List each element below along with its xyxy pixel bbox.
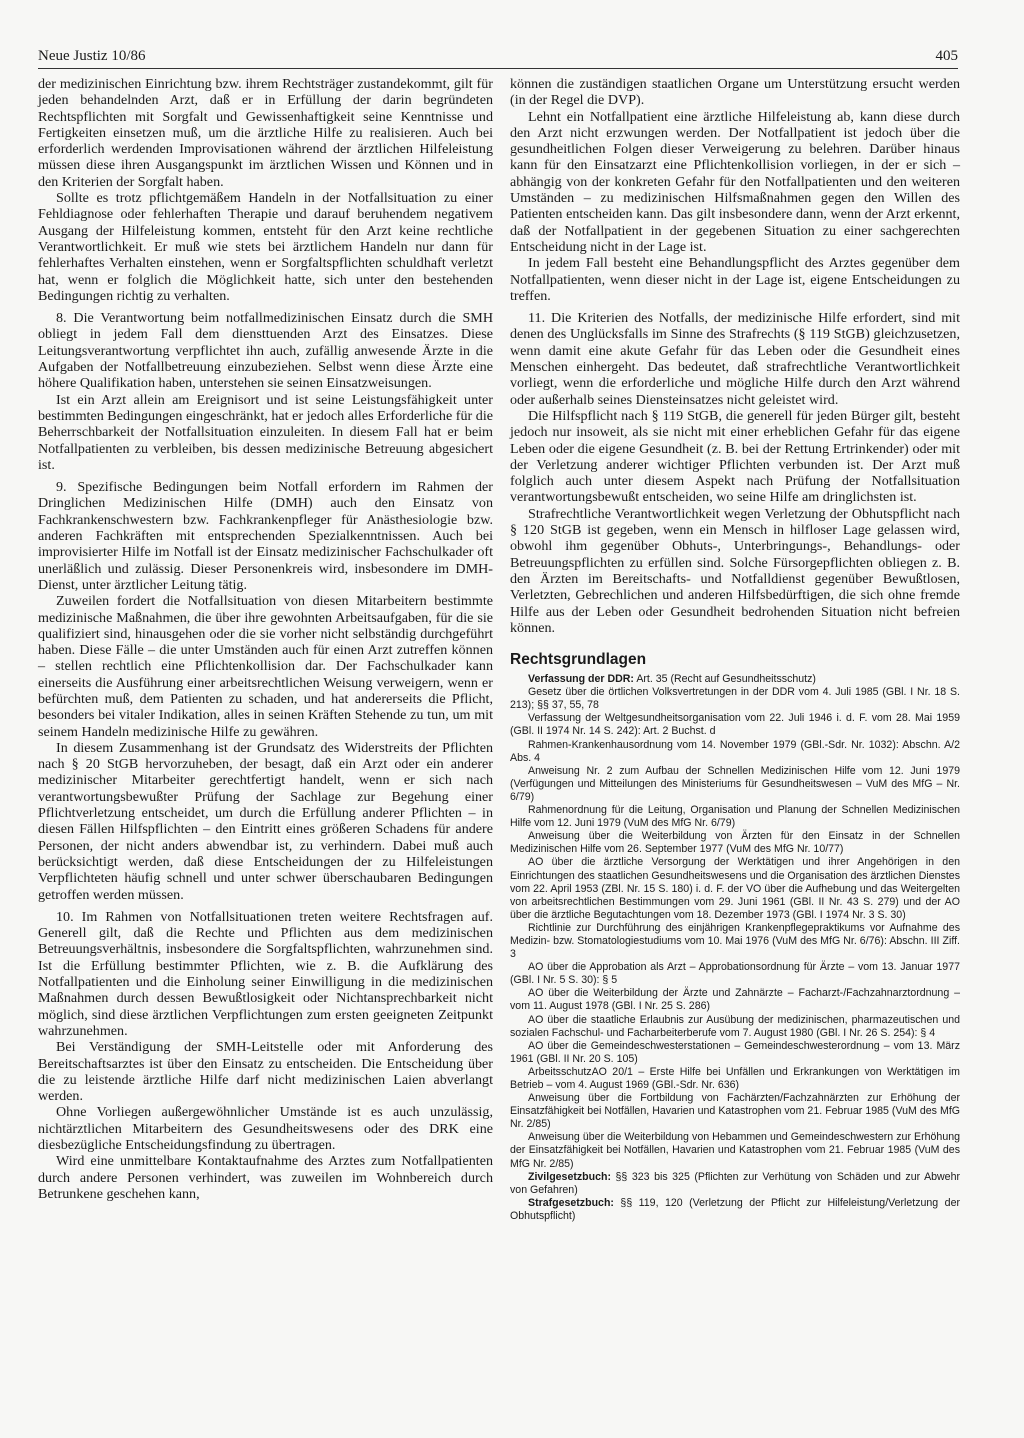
- reference-text: AO über die Weiterbildung der Ärzte und Zahnärzte – Facharzt-/Fachzahnarztordnung – vom 11. August 1978 (GBl. I Nr. 25 S. 286): [510, 987, 960, 1013]
- reference-text: Art. 35 (Recht auf Gesundheitsschutz): [633, 673, 816, 686]
- right-column: [510, 76, 960, 1223]
- paragraph: 11. Die Kriterien des Notfalls, der medizinische Hilfe erfordert, sind mit denen des Unglücksfalls im Sinne des Strafrechts (§ 119 StGB) gleichzusetzen, wenn damit eine akute Gefahr für das Leben oder die Gesundheit eines Menschen einhergeht. Das bedeutet, daß strafrechtliche Verantwortlichkeit vorliegt, wenn die erforderliche und mögliche Hilfe durch den Arzt während oder außerhalb seines Diensteinsatzes nicht geleistet wird.: [510, 310, 960, 408]
- reference-text: Rahmen-Krankenhausordnung vom 14. November 1979 (GBl.-Sdr. Nr. 1032): Abschn. A/2 Abs. 4: [510, 738, 960, 764]
- paragraph: 10. Im Rahmen von Notfallsituationen treten weitere Rechtsfragen auf. Generell gilt, daß die Rechte und Pflichten aus dem medizinischen Betreuungsverhältnis, insbesondere die Sorgfaltspflichten, wahrzunehmen sind. Ist die Erfüllung bestimmter Pflichten, wie z. B. die Aufklärung des Notfallpatienten und die Einholung seiner Einwilligung in die medizinischen Maßnahmen durch dessen Bewußtlosigkeit oder Nichtansprechbarkeit nicht möglich, sind diese ärztlichen Verpflichtungen zum ersten geeigneten Zeitpunkt wahrzunehmen.: [38, 908, 493, 1039]
- reference-item: [510, 804, 960, 830]
- reference-text: Richtlinie zur Durchführung des einjährigen Krankenpflegepraktikums vor Aufnahme des Medizin- bzw. Stomatologiestudiums vom 10. Mai 1976 (VuM des MfG Nr. 6/76): Abschn. III Ziff. 3: [510, 921, 960, 961]
- reference-item: [510, 1040, 960, 1066]
- reference-item: [510, 765, 960, 804]
- paragraph: Ist ein Arzt allein am Ereignisort und ist seine Leistungsfähigkeit unter bestimmten Bedingungen eingeschränkt, hat er jedoch alles Erforderliche für die Beherrschbarkeit der Notfallsituation einzuleiten. In diesem Fall hat er beim Notfallpatienten zu verbleiben, bis dessen medizinische Betreuung abgesichert ist.: [38, 391, 493, 473]
- reference-text: AO über die Approbation als Arzt – Approbationsordnung für Ärzte – vom 13. Januar 1977 (GBl. I Nr. 5 S. 30): § 5: [510, 961, 960, 987]
- paragraph: der medizinischen Einrichtung bzw. ihrem Rechtsträger zustandekommt, gilt für jeden behandelnden Arzt, daß er in Erfüllung der darin begründeten Rechtspflichten mit Sorgfalt und Gewissenhaftigkeit seine Kenntnisse und Fertigkeiten einsetzen muß, um die ärztliche Hilfe zu realisieren. Auch bei erforderlich werdenden Improvisationen während der ärztlichen Hilfeleistung müssen diese ihren Ausgangspunkt im ärztlichen Wissen und Können und in den Kriterien der Sorgfalt haben.: [38, 76, 493, 190]
- journal-issue: Neue Justiz 10/86: [38, 48, 146, 64]
- reference-item: [510, 1066, 960, 1092]
- paragraph: Ohne Vorliegen außergewöhnlicher Umstände ist es auch unzulässig, nichtärztlichen Mitarbeitern des Gesundheitswesens oder des DRK eine diesbezügliche Entscheidungsfindung zu übertragen.: [38, 1104, 493, 1153]
- paragraph: Die Hilfspflicht nach § 119 StGB, die generell für jeden Bürger gilt, besteht jedoch nur insoweit, als sie nicht mit einer erheblichen Gefahr für das eigene Leben oder die eigene Gesundheit (z. B. bei der Rettung Ertrinkender) oder mit der Verletzung anderer wichtiger Pflichten verbunden ist. Der Arzt muß folglich auch unter diesem Aspekt nach Prüfung der Notfallsituation verantwortungsbewußt entscheiden, wo seine Hilfe am dringlichsten ist.: [510, 407, 960, 506]
- paragraph: In diesem Zusammenhang ist der Grundsatz des Widerstreits der Pflichten nach § 20 StGB hervorzuheben, der besagt, daß ein Arzt oder ein anderer medizinischer Mitarbeiter gerechtfertigt handelt, wenn er sich nach verantwortungsbewußter Prüfung der Sachlage zur Begehung einer Pflichtverletzung entscheidet, um durch die Erfüllung anderer Pflichten – in diesen Fällen Hilfspflichten – den Eintritt eines größeren Schadens für andere Personen, der nicht anders abwendbar ist, zu verhindern. Dabei muß auch berücksichtigt werden, daß diese Entscheidungen der zu Hilfeleistungen Verpflichteten häufig schnell und unter schwer überschaubaren Bedingungen getroffen werden müssen.: [38, 739, 493, 903]
- running-header: [38, 46, 958, 69]
- reference-item: [510, 1092, 960, 1131]
- reference-text: AO über die Gemeindeschwesterstationen – Gemeindeschwesterordnung – vom 13. März 1961 (GBl. II Nr. 20 S. 105): [510, 1039, 960, 1065]
- reference-label: Strafgesetzbuch:: [528, 1196, 614, 1209]
- paragraph: Bei Verständigung der SMH-Leitstelle oder mit Anforderung des Bereitschaftsarztes ist über den Einsatz zu entscheiden. Die Entscheidung über die zu leistende ärztliche Hilfe darf nicht medizinischen Laien abverlangt werden.: [38, 1039, 493, 1105]
- reference-item: [510, 712, 960, 738]
- reference-item: [510, 961, 960, 987]
- reference-text: §§ 323 bis 325 (Pflichten zur Verhütung von Schäden und zur Abwehr von Gefahren): [510, 1170, 960, 1196]
- reference-label: Verfassung der DDR:: [528, 673, 634, 686]
- reference-item: [510, 987, 960, 1013]
- reference-item: [510, 673, 960, 686]
- reference-text: ArbeitsschutzAO 20/1 – Erste Hilfe bei Unfällen und Erkrankungen von Werktätigen im Betrieb – vom 4. August 1969 (GBl.-Sdr. Nr. 636): [510, 1065, 960, 1091]
- reference-item: [510, 856, 960, 921]
- right-column-body: [510, 76, 960, 636]
- paragraph: Sollte es trotz pflichtgemäßem Handeln in der Notfallsituation zu einer Fehldiagnose oder fehlerhaften Therapie und darauf beruhendem negativem Ausgang der Hilfeleistung kommen, entsteht für den Arzt keine rechtliche Verantwortlichkeit. Er muß wie stets bei ärztlichem Handeln nur dann für fehlerhaftes Verhalten einstehen, wenn er Sorgfaltspflichten schuldhaft verletzt hat, wenn er folglich die Möglichkeit hatte, sich unter den bestehenden Bedingungen richtig zu verhalten.: [38, 190, 493, 304]
- left-column: [38, 76, 493, 1202]
- paragraph: 8. Die Verantwortung beim notfallmedizinischen Einsatz durch die SMH obliegt in jedem Fall dem diensttuenden Arzt des Einsatzes. Diese Leitungsverantwortung verpflichtet ihn auch, zufällig anwesende Ärzte in die Aufgaben der Notfallbetreuung einzubeziehen. Selbst wenn diese Ärzte eine höhere Qualifikation haben, unterstehen sie seinen Einsatzweisungen.: [38, 310, 493, 392]
- reference-item: [510, 1197, 960, 1223]
- paragraph: Wird eine unmittelbare Kontaktaufnahme des Arztes zum Notfallpatienten durch andere Personen verhindert, was zuweilen im Wohnbereich durch Betrunkene geschehen kann,: [38, 1153, 493, 1202]
- reference-text: §§ 119, 120 (Verletzung der Pflicht zur Hilfeleistung/Verletzung der Obhutspflicht): [510, 1196, 960, 1222]
- reference-item: [510, 1131, 960, 1170]
- reference-text: Anweisung Nr. 2 zum Aufbau der Schnellen Medizinischen Hilfe vom 12. Juni 1979 (Verfügungen und Mitteilungen des Ministeriums für Gesundheitswesen – VuM des MfG – Nr. 6/79): [510, 764, 960, 803]
- reference-item: [510, 830, 960, 856]
- reference-text: AO über die ärztliche Versorgung der Werktätigen und ihrer Angehörigen in den Einrichtungen des staatlichen Gesundheitswesens und die Organisation des ärztlichen Dienstes vom 22. April 1953 (ZBl. Nr. 15 S. 180) i. d. F. der VO über die Aufhebung und das Weitergelten von arbeitsrechtlichen Bestimmungen vom 29. Juni 1961 (GBl. II Nr. 43 S. 279) und der AO über die ärztliche Begutachtungen vom 18. Dezember 1973 (GBl. I 1974 Nr. 3 S. 30): [510, 856, 960, 921]
- paragraph: Zuweilen fordert die Notfallsituation von diesen Mitarbeitern bestimmte medizinische Maßnahmen, die über ihre gewohnten Arbeitsaufgaben, für die sie qualifiziert sind, hinausgehen oder die sie vorher nicht selbständig durchgeführt haben. Diese Fälle – die unter Umständen auch für einen Arzt zutreffen können – stellen rechtlich eine Pflichtenkollision dar. Der Fachschulkader kann einerseits die Ausführung einer arbeitsrechtlichen Weisung verweigern, wenn er befürchten muß, dem Patienten zu schaden, und hat andererseits die Pflicht, besonders bei vitaler Indikation, alles in seinen Kräften Stehende zu tun, um mit seinem Handeln medizinische Hilfe zu gewähren.: [38, 593, 493, 740]
- reference-text: Anweisung über die Weiterbildung von Ärzten für den Einsatz in der Schnellen Medizinischen Hilfe vom 26. September 1977 (VuM des MfG Nr. 10/77): [510, 830, 960, 856]
- paragraph: In jedem Fall besteht eine Behandlungspflicht des Arztes gegenüber dem Notfallpatienten, wenn dieser nicht in der Lage ist, eigene Entscheidungen zu treffen.: [510, 255, 960, 304]
- references-list: [510, 673, 960, 1223]
- reference-text: AO über die staatliche Erlaubnis zur Ausübung der medizinischen, pharmazeutischen und sozialen Fachschul- und Facharbeiterberufe vom 7. August 1980 (GBl. I Nr. 26 S. 254): § 4: [510, 1013, 960, 1039]
- paragraph: können die zuständigen staatlichen Organe um Unterstützung ersucht werden (in der Regel die DVP).: [510, 76, 960, 109]
- reference-text: Anweisung über die Fortbildung von Fachärzten/Fachzahnärzten zur Erhöhung der Einsatzfähigkeit bei Notfällen, Havarien und Katastrophen vom 21. Februar 1985 (VuM des MfG Nr. 2/85): [510, 1092, 960, 1131]
- reference-item: [510, 686, 960, 712]
- page-number: 405: [935, 48, 958, 64]
- reference-item: [510, 1014, 960, 1040]
- reference-text: Gesetz über die örtlichen Volksvertretungen in der DDR vom 4. Juli 1985 (GBl. I Nr. 18 S. 213); §§ 37, 55, 78: [510, 686, 960, 712]
- reference-text: Verfassung der Weltgesundheitsorganisation vom 22. Juli 1946 i. d. F. vom 28. Mai 1959 (GBl. II 1974 Nr. 14 S. 242): Art. 2 Buchst. d: [510, 712, 960, 738]
- reference-label: Zivilgesetzbuch:: [528, 1170, 611, 1183]
- reference-item: [510, 922, 960, 961]
- paragraph: 9. Spezifische Bedingungen beim Notfall erfordern im Rahmen der Dringlichen Medizinischen Hilfe (DMH) auch den Einsatz von Fachkrankenschwestern bzw. Fachkrankenpfleger für Anästhesiologie bzw. anderen Fachkräften mit entsprechenden Spezialkenntnissen. Auch bei improvisierter Hilfe im Notfall ist der Einsatz medizinischer Fachschulkader oft unerläßlich und zulässig. Dieser Personenkreis wird, insbesondere im DMH-Dienst, unter ärztlicher Leitung tätig.: [38, 479, 493, 593]
- references-heading: Rechtsgrundlagen: [510, 651, 647, 669]
- paragraph: Strafrechtliche Verantwortlichkeit wegen Verletzung der Obhutspflicht nach § 120 StGB ist gegeben, wenn ein Mensch in hilfloser Lage gelassen wird, obwohl ihm gegenüber Obhuts-, Unterbringungs-, Behandlungs- oder Betreuungspflichten zu erfüllen sind. Solche Fürsorgepflichten obliegen z. B. den Ärzten im Bereitschafts- und Notfalldienst gegenüber Bewußtlosen, Verletzten, Gebrechlichen und anderen Hilfsbedürftigen, die sich ohne fremde Hilfe aus der Leben oder Gesundheit bedrohenden Situation nicht befreien können.: [510, 505, 960, 636]
- paragraph: Lehnt ein Notfallpatient eine ärztliche Hilfeleistung ab, kann diese durch den Arzt nicht erzwungen werden. Der Notfallpatient ist jedoch über die gesundheitlichen Folgen dieser Verweigerung zu belehren. Darüber hinaus kann für den Einsatzarzt eine Pflichtenkollision vorliegen, in der er sich – abhängig von der konkreten Gefahr für den Notfallpatienten und den weiteren Umständen – zu medizinischen Hilfsmaßnahmen gegen den Willen des Patienten entscheiden kann. Das gilt insbesondere dann, wenn der Arzt erkennt, daß der Notfallpatient in der gegebenen Situation zu einer sachgerechten Entscheidung nicht in der Lage ist.: [510, 108, 960, 255]
- reference-text: Rahmenordnung für die Leitung, Organisation und Planung der Schnellen Medizinischen Hilfe vom 12. Juni 1979 (VuM des MfG Nr. 6/79): [510, 804, 960, 830]
- reference-text: Anweisung über die Weiterbildung von Hebammen und Gemeindeschwestern zur Erhöhung der Einsatzfähigkeit bei Notfällen, Havarien und Katastrophen vom 21. Februar 1985 (VuM des MfG Nr. 2/85): [510, 1131, 960, 1170]
- reference-item: [510, 739, 960, 765]
- reference-item: [510, 1171, 960, 1197]
